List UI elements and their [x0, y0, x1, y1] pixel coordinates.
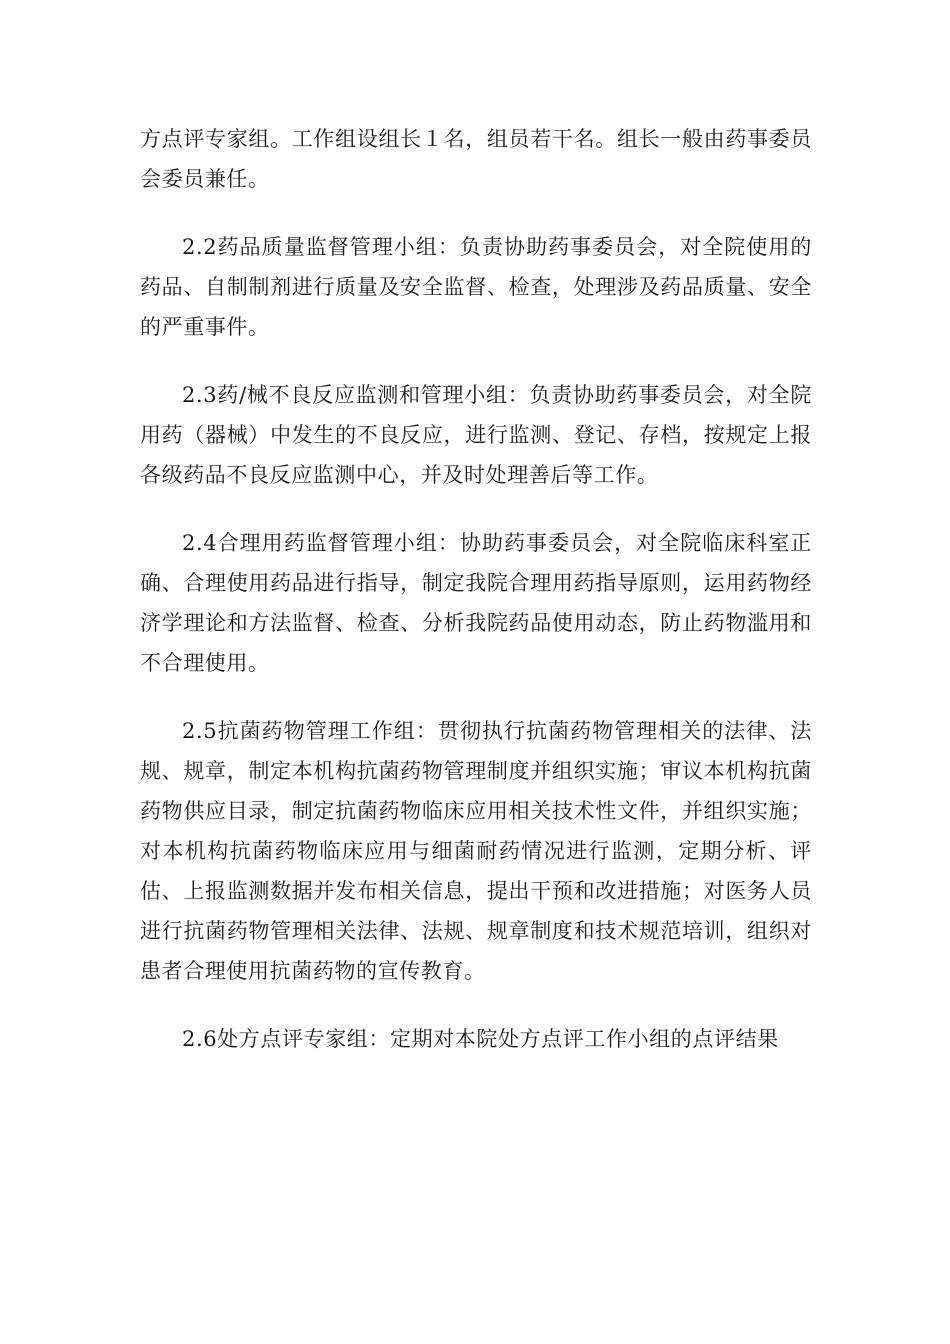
document-body [140, 119, 812, 1087]
paragraph-continuation: 方点评专家组。工作组设组长１名，组员若干名。组长一般由药事委员会委员兼任。 [140, 127, 812, 191]
paragraph-2-6-prescription-review: 2.6处方点评专家组：定期对本院处方点评工作小组的点评结果 [182, 1027, 779, 1051]
paragraph-2-3-adverse-reaction: 2.3药/械不良反应监测和管理小组：负责协助药事委员会，对全院用药（器械）中发生的不良反应，进行监测、登记、存档，按规定上报各级药品不良反应监测中心，并及时处理善后等工作。 [140, 383, 812, 487]
paragraph-2-4-rational-drug-use: 2.4合理用药监督管理小组：协助药事委员会，对全院临床科室正确、合理使用药品进行指导，制定我院合理用药指导原则，运用药物经济学理论和方法监督、检查、分析我院药品使用动态，防止药物滥用和不合理使用。 [140, 531, 812, 675]
paragraph-2-2-quality-supervision: 2.2药品质量监督管理小组：负责协助药事委员会，对全院使用的药品、自制制剂进行质量及安全监督、检查，处理涉及药品质量、安全的严重事件。 [140, 235, 812, 339]
paragraph-2-5-antibacterial-management: 2.5抗菌药物管理工作组：贯彻执行抗菌药物管理相关的法律、法规、规章，制定本机构抗菌药物管理制度并组织实施；审议本机构抗菌药物供应目录，制定抗菌药物临床应用相关技术性文件，并组织实施；对本机构抗菌药物临床应用与细菌耐药情况进行监测，定期分析、评估、上报监测数据并发布相关信息，提出干预和改进措施；对医务人员进行抗菌药物管理相关法律、法规、规章制度和技术规范培训，组织对患者合理使用抗菌药物的宣传教育。 [140, 719, 812, 983]
